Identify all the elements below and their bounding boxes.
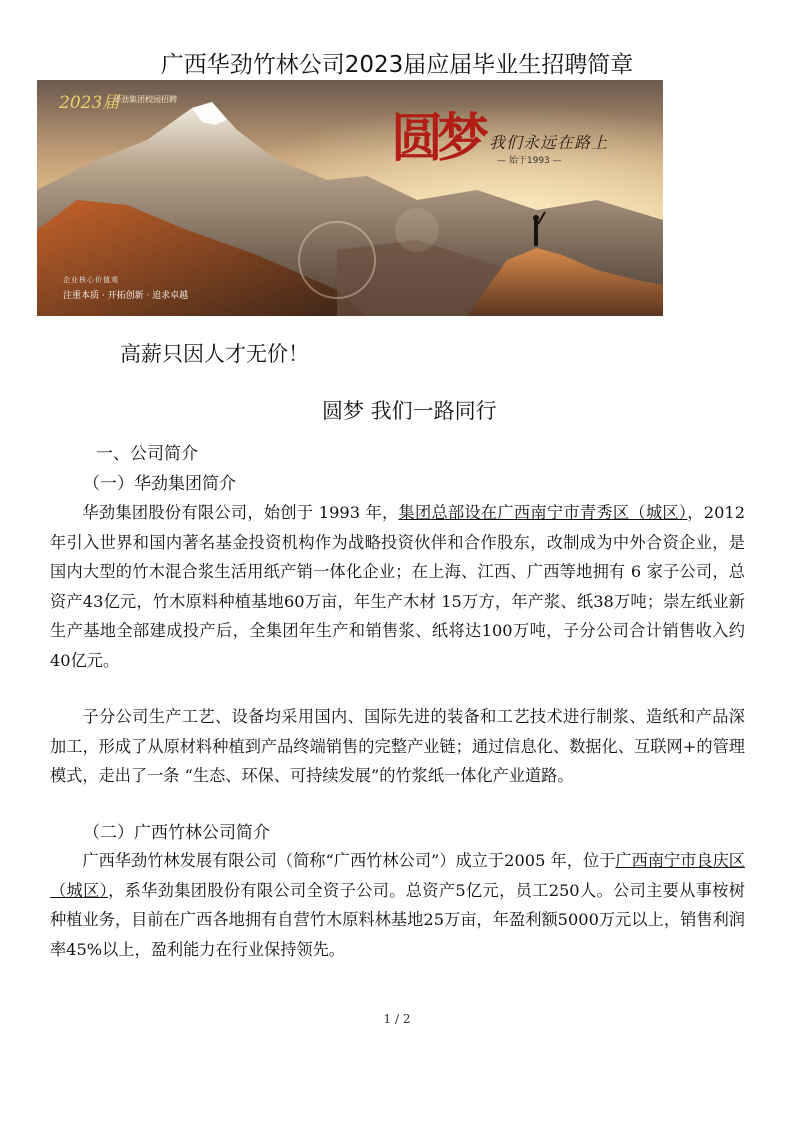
subsection-heading-bamboo-company: （二）广西竹林公司简介 bbox=[83, 823, 270, 843]
subsection-heading-group-intro: （一）华劲集团简介 bbox=[83, 474, 236, 494]
banner-core-values: 注重本质 · 开拓创新 · 追求卓越 bbox=[63, 291, 189, 301]
banner-values-heading: 企业核心价值观 bbox=[63, 276, 119, 284]
paragraph-process-tech: 子分公司生产工艺、设备均采用国内、国际先进的装备和工艺技术进行制浆、造纸和产品深加工，形成了从原材料种植到产品终端销售的完整产业链；通过信息化、数据化、互联网+的管理模式，走出了一条 “生态、环保、可持续发展”的竹浆纸一体化产业道路。 bbox=[50, 707, 745, 785]
paragraph-group-intro bbox=[50, 498, 745, 675]
mountain-landscape-illustration bbox=[37, 80, 663, 316]
headline-dream-together: 圆梦 我们一路同行 bbox=[322, 399, 497, 423]
banner-tagline: 华劲集团校园招聘 bbox=[113, 95, 177, 104]
page-number: 1 / 2 bbox=[383, 1012, 411, 1026]
document-title: 广西华劲竹林公司2023届应届毕业生招聘简章 bbox=[160, 52, 634, 78]
paragraph-text: 华劲集团股份有限公司，始创于 1993 年， bbox=[82, 503, 399, 522]
underlined-headquarters-location: 集团总部设在广西南宁市青秀区（城区） bbox=[398, 503, 688, 522]
paragraph-text: 广西华劲竹林发展有限公司（简称“广西竹林公司”）成立于2005 年，位于 bbox=[82, 851, 616, 870]
banner-slogan: 我们永远在路上 bbox=[489, 133, 609, 152]
section-heading-company-intro: 一、公司简介 bbox=[96, 444, 198, 464]
paragraph-text: ，2012年引入世界和国内著名基金投资机构作为战略投资伙伴和合作股东，改制成为中外合资企业，是国内大型的竹木混合浆生活用纸产销一体化企业；在上海、江西、广西等地拥有 6 家子公司，总资产43亿元，竹木原料种植基地60万亩，年生产木材 15万方，年产浆、纸38万吨；崇左纸业新生产基地全部建成投产后，全集团年生产和销售浆、纸将达100万吨，子分公司合计销售收入约40亿元。 bbox=[50, 503, 745, 670]
underlined-company-location: 广西南宁市良庆区（城区） bbox=[50, 851, 745, 900]
banner-since-text: — 始于1993 — bbox=[497, 156, 562, 166]
headline-high-salary: 高薪只因人才无价！ bbox=[120, 342, 309, 366]
paragraph-bamboo-company bbox=[50, 846, 745, 964]
banner-year-text: 2023届 bbox=[59, 93, 120, 113]
paragraph-text: ，系华劲集团股份有限公司全资子公司。总资产5亿元，员工250人。公司主要从事桉树种植业务，目前在广西各地拥有自营竹木原料林基地25万亩，年盈利额5000万元以上，销售利润率45%以上，盈利能力在行业保持领先。 bbox=[50, 880, 745, 959]
recruitment-banner-image bbox=[37, 80, 663, 316]
banner-main-calligraphy: 圆梦 bbox=[391, 108, 484, 169]
